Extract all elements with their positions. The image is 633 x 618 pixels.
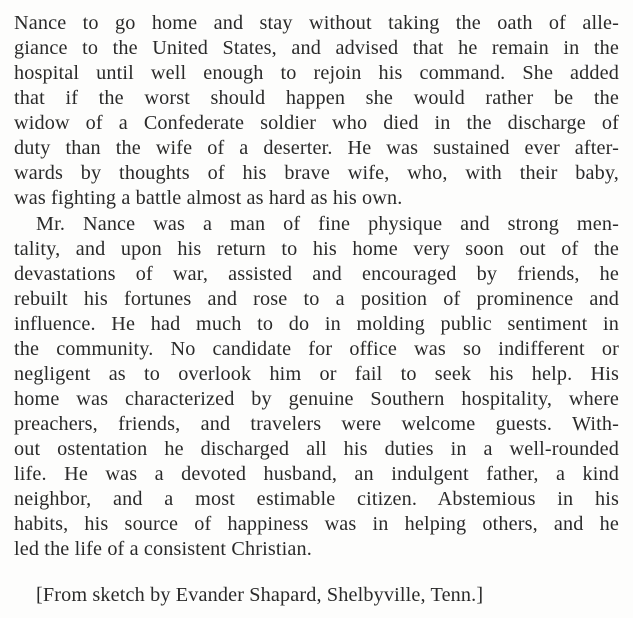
source-credit: [From sketch by Evander Shapard, Shelbyville, Tenn.] (36, 584, 484, 606)
text-line: that if the worst should happen she would rather be the (14, 87, 619, 109)
text-line: neighbor, and a most estimable citizen. Abstemious in his (14, 488, 619, 510)
text-line: preachers, friends, and travelers were welcome guests. With- (14, 413, 619, 435)
text-line: habits, his source of happiness was in helping others, and he (14, 513, 619, 535)
text-line: widow of a Confederate soldier who died in the discharge of (14, 112, 619, 134)
text-line: Mr. Nance was a man of fine physique and strong men- (36, 213, 619, 235)
text-line: home was characterized by genuine Southern hospitality, where (14, 388, 619, 410)
text-line: was fighting a battle almost as hard as his own. (14, 187, 403, 209)
text-line: negligent as to overlook him or fail to seek his help. His (14, 363, 619, 385)
text-line: Nance to go home and stay without taking the oath of alle- (14, 12, 619, 34)
text-line: devastations of war, assisted and encouraged by friends, he (14, 263, 619, 285)
text-line: out ostentation he discharged all his duties in a well-rounded (14, 438, 619, 460)
text-line: hospital until well enough to rejoin his command. She added (14, 62, 619, 84)
text-line: tality, and upon his return to his home very soon out of the (14, 238, 619, 260)
text-line: giance to the United States, and advised that he remain in the (14, 37, 619, 59)
text-line: wards by thoughts of his brave wife, who, with their baby, (14, 162, 619, 184)
text-line: influence. He had much to do in molding public sentiment in (14, 313, 619, 335)
text-line: the community. No candidate for office was so indifferent or (14, 338, 619, 360)
text-line: duty than the wife of a deserter. He was sustained ever after- (14, 137, 619, 159)
text-line: life. He was a devoted husband, an indulgent father, a kind (14, 463, 619, 485)
text-line: rebuilt his fortunes and rose to a position of prominence and (14, 288, 619, 310)
text-line: led the life of a consistent Christian. (14, 538, 312, 560)
